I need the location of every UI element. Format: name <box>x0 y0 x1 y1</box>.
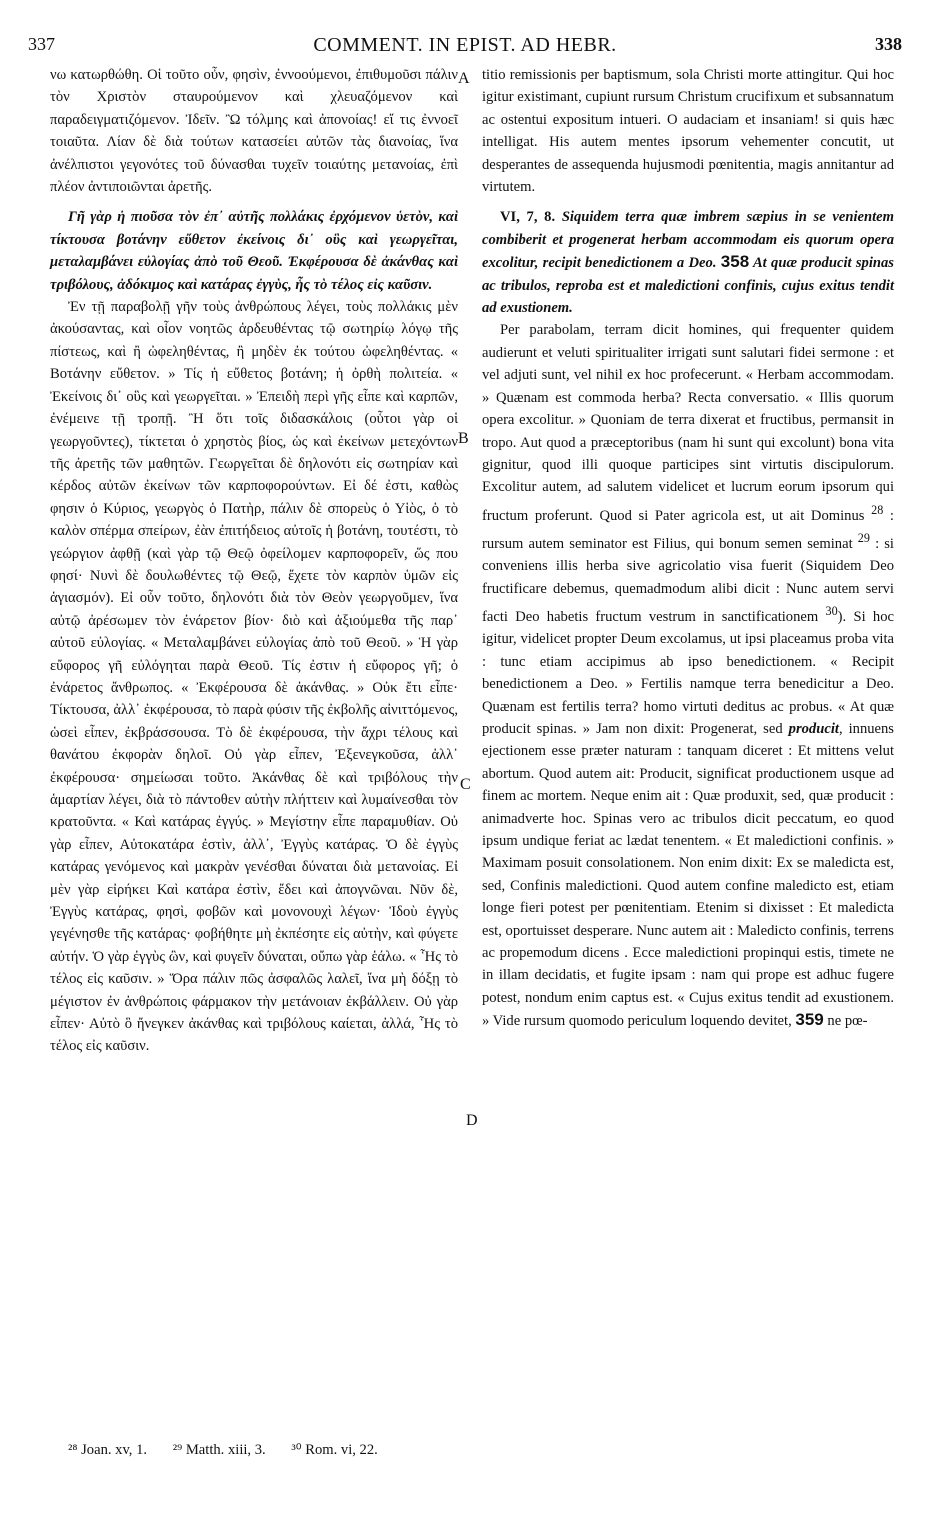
verse-reference: VI, 7, 8. <box>500 209 556 226</box>
footnote-30: ³⁰ Rom. vi, 22. <box>291 1442 378 1458</box>
margin-mark-d: D <box>466 1112 478 1129</box>
latin-commentary-part-1: Per parabolam, terram dicit homines, qui frequenter quidem audierunt et veluti spiritualiter irrigati sunt salutari fidei sermone : et vel adjuti sunt, vel nihil ex hoc profecerunt. « Herbam accommodam. » Quænam est commoda herba? Recta conversatio. « Illis quorum opera excolitur. » Quoniam de terra dixerat et fructibus, permansit in tropo. Aut quod a præceptoribus (nam hi sunt qui excolunt) bona vita gignitur, quod illi quoque participes sint virtutis discipulorum. Excolitur autem, ad salutem videlicet et lucrum eorum ipsorum qui fructum proferunt. Quod si Pater agricola est, ut ait Dominus <box>482 322 894 524</box>
footnote-ref-28: 28 <box>871 502 884 517</box>
greek-commentary: Ἐν τῇ παραβολῇ γῆν τοὺς ἀνθρώπους λέγει, τοὺς πολλάκις μὲν ἀκούσαντας, καὶ οἷον νοητῶς ἀρδευθέντας τῷ σωτηρίῳ λόγῳ τῆς πίστεως, καὶ ἢ ὠφεληθέντας, ἢ μηδὲν ἐκ τούτου ὠφεληθέντας. « Βοτάνην εὔθετον. » Τίς ἡ εὔθετος βοτάνη; ἡ ὀρθὴ πολιτεία. « Ἐκείνοις δι᾽ οὓς καὶ γεωργεῖται. » Ἐπειδὴ περὶ γῆς εἶπε καὶ καρπῶν, ἐνέμεινε τῇ τροπῇ. Ἢ ὅτι τοῖς διδασκάλοις (οὗτοι γὰρ οἱ γεωργοῦντες), τίκτεται ὁ χρηστὸς βίος, ὡς καὶ ἐκείνων μετεχόντων τῆς ἀρετῆς τῶν μαθητῶν. Γεωργεῖται δὲ δηλονότι εἰς σωτηρίαν καὶ κέρδος αὐτῶν ἐκείνων τῶν καρποφορούντων. Εἰ δέ ἐστι, καθὼς φησιν ὁ Κύριος, γεωργὸς ὁ Πατὴρ, πάλιν δὲ σπορεὺς ὁ Υἱὸς, ὁ τὸ καλὸν σπέρμα σπείρων, ἐὰν ἐπιτήδειος αὐτοῖς ἡ βοτάνη, τουτέστι, τὸ γεώργιον ἀφθῇ (καὶ γὰρ τῷ Θεῷ ὀφείλομεν καρποφορεῖν, ὥς που φησί· Νυνὶ δὲ δουλωθέντες τῷ Θεῷ, ἔχετε τὸν καρπὸν ὑμῶν εἰς ἁγιασμόν). Εἰ οὖν τοῦτο, δηλονότι διὰ τὸν Θεὸν γεωργοῦμεν, ἵνα αὐτῷ ἀρέσωμεν τὸν ἐνάρετον βίον· διὸ καὶ ἀξιούμεθα τῆς παρ᾽ αὐτοῦ εὐλογίας. « Μεταλαμβάνει εὐλογίας ἀπὸ τοῦ Θεοῦ. » Ἡ γὰρ εὔφορος γῆ εὐλόγηται παρὰ Θεοῦ. Τίς ἐστιν ἡ εὔφορος γῆ; ὁ ἐνάρετος ἄνθρωπος. « Ἐκφέρουσα δὲ ἀκάνθας. » Οὐκ ἔτι εἶπε· Τίκτουσα, ἀλλ᾽ ἐκφέρουσα, τὸ παρὰ φύσιν τῆς ἐκβολῆς αἰνιττόμενος, ὡσεὶ εἶπεν, ἐκβράσσουσα. Τὸ δὲ ἐκφέρουσα, τὴν ἄχρι τέλους καὶ θανάτου ἐκφορὰν δηλοῖ. Οὐ γὰρ εἶπεν, Ἐξενεγκοῦσα, ἀλλ᾽ ἐκφέρουσα· σημείωσαι τοῦτο. Ἀκάνθας δὲ καὶ τριβόλους τὴν ἁμαρτίαν λέγει, διὰ τὸ πάντοθεν αὐτὴν πλήττειν καὶ λυμαίνεσθαι τὸν κρατοῦντα. « Καὶ κατάρας ἐγγύς. » Μεγίστην εἶπε παραμυθίαν. Οὐ γὰρ εἶπεν, Αὐτοκατάρα ἐστὶν, ἀλλ᾽, Ἐγγὺς κατάρας. Ὁ δὲ ἐγγὺς κατάρας γενόμενος καὶ μακρὰν γενέσθαι δύναται διὰ μετανοίας. Εἰ μὲν γὰρ εἰρήκει Καὶ κατάρα ἐστὶν, ἔδει καὶ ἀπογνῶναι. Νῦν δὲ, Ἐγγὺς κατάρας, φησὶ, φοβῶν καὶ μονονουχὶ λέγων· Ἰδοὺ ἐγγὺς γεγένησθε τῆς κατάρας· φοβήθητε μὴ ἐκπέσητε εἰς αὐτὴν, καὶ φύγετε αὐτήν. Ὁ γὰρ ἐγγὺς ὢν, καὶ φυγεῖν δύναται, οὔπω γὰρ ἑάλω. « Ἧς τὸ τέλος εἰς καῦσιν. » Ὅρα πάλιν πῶς ἀσφαλῶς λαλεῖ, ἵνα μὴ δόξῃ τὸ μέγιστον ἐν ἀνθρώποις φάρμακον τὴν μετάνοιαν ἐκβάλλειν. Οὐ γὰρ εἶπεν· Αὐτὸ ὃ ἤνεγκεν ἀκάνθας καὶ τριβόλους καίεται, ἀλλά, Ἧς τὸ τέλος εἰς καῦσιν. <box>50 299 458 1055</box>
page-header <box>28 34 902 60</box>
footnote-28: ²⁸ Joan. xv, 1. <box>68 1442 148 1458</box>
verse-part-b: At quæ producit spinas ac tribulos, reproba est et maledictioni confinis, cujus exitus tendit ad exustionem. <box>482 255 894 317</box>
latin-verse-text <box>482 206 894 319</box>
footnote-ref-29: 29 <box>857 530 870 545</box>
page-number-left: 337 <box>28 34 55 54</box>
running-title: COMMENT. IN EPIST. AD HEBR. <box>313 34 617 56</box>
verse-part-a: Siquidem terra quæ imbrem sæpius in se venientem combiberit et progenerat herbam accommodam eis quorum opera excolitur, recipit benedictionem a Deo. <box>482 209 894 272</box>
greek-paragraph-1: νω κατωρθώθη. Οἱ τοῦτο οὖν, φησὶν, ἐννοούμενοι, ἐπιθυμοῦσι πάλιν τὸν Χριστὸν σταυρούμενον καὶ χλευαζόμενον καὶ παραδειγματιζόμενον. Ἰδεῖν. Ὢ τόλμης καὶ ἀπονοίας! εἴ τις ἐννοεῖ τοιαῦτα. Λίαν δὲ διὰ τούτων κατασείει αὐτῶν τὰς διανοίας, ἵνα ἀνέλπιστοι γεγονότες τοῦ δύνασθαι τυχεῖν τοιαύτης μετανοίας, ἐπὶ πλέον ἀντιποιῶνται ἀρετῆς. <box>50 67 458 196</box>
latin-commentary <box>482 319 894 1032</box>
greek-verse-text: Γῆ γὰρ ἡ πιοῦσα τὸν ἐπ᾽ αὐτῆς πολλάκις ἐρχόμενον ὑετὸν, καὶ τίκτουσα βοτάνην εὔθετον ἐκείνοις δι᾽ οὓς καὶ γεωργεῖται, μεταλαμβάνει εὐλογίας ἀπὸ τοῦ Θεοῦ. Ἐκφέρουσα δὲ ἀκάνθας καὶ τριβόλους, ἀδόκιμος καὶ κατάρας ἐγγὺς, ἧς τὸ τέλος εἰς καῦσιν. <box>50 209 458 293</box>
latin-commentary-part-3: : si conveniens illis herba sive agricolatio visa fuerit (Siquidem Deo fructificare debemus, quemadmodum alibi dicit : Nunc autem servi facti Deo habetis fructum vestrum in sanctificationem <box>482 535 894 625</box>
latin-commentary-part-2: : rursum autem seminator est Filius, qui bonum semen seminat <box>482 507 894 552</box>
column-number-358: 358 <box>720 252 750 272</box>
margin-mark-a: A <box>458 70 470 87</box>
margin-mark-b: B <box>458 430 469 447</box>
italic-producit: producit <box>788 720 839 737</box>
latin-commentary-part-6: ne pœ- <box>827 1013 868 1030</box>
footnote-ref-30: 30 <box>825 604 838 619</box>
page-number-right: 338 <box>875 34 902 54</box>
footnote-29: ²⁹ Matth. xiii, 3. <box>172 1442 266 1458</box>
latin-commentary-part-4: ). Si hoc igitur, videlicet propter Deum excolamus, ut ipsi placeamus proba vita : tunc etiam accipimus ab ipso benedictionem. « Recipit benedictionem a Deo. » Fertilis namque terra benedicitur a Deo. Quænam est fertilis terra? homo virtuti deditus ac probus. « At quæ producit spinas. » Jam non dixit: Progenerat, sed <box>482 608 894 737</box>
latin-paragraph-1: titio remissionis per baptismum, sola Christi morte attingitur. Qui hoc igitur existimant, cupiunt rursum Christum crucifixum et subsannatum ac ostentui expositum intueri. O audaciam et insaniam! si quis hæc intelligat. His autem mentes ipsorum vehementer concutit, ut desperantes de assequenda hujusmodi pœnitentia, magis annitantur ad virtutem. <box>482 67 894 196</box>
column-number-359: 359 <box>795 1010 824 1030</box>
greek-column <box>50 64 458 1058</box>
footnotes <box>68 1440 768 1460</box>
latin-column <box>482 64 894 1033</box>
margin-mark-c: C <box>460 776 471 793</box>
latin-commentary-part-5: , innuens ejectionem esse præter naturam : tanquam diceret : Et mittens velut abortum. Quod autem ait: Producit, significat productionem usque ad finem ac mortem. Neque enim ait : Quæ produxit, sed, quæ producit : animadverte hoc. Spinas vero ac tribulos dicit peccatum, eo quod ipsum undique feriat ac lædat tenentem. « Et maledictioni confinis. » Maximam posuit consolationem. Non enim dixit: Ex se maledicta est, sed, Confinis maledictioni. Quod autem confine maledicto est, etiam longe fieri potest per pœnitentiam. Etenim si dixisset : Et maledicta est, oportuisset desperare. Nunc autem ait : Maledicto confinis, terrens ac propemodum dicens . Ecce maledictioni propinqui estis, timete ne in illam decidatis, et fugite ipsam : nam qui prope est adhuc fugere potest, nondum enim captus est. « Cujus exitus tendit ad exustionem. » Vide rursum quomodo periculum loquendo devitet, <box>482 720 894 1030</box>
